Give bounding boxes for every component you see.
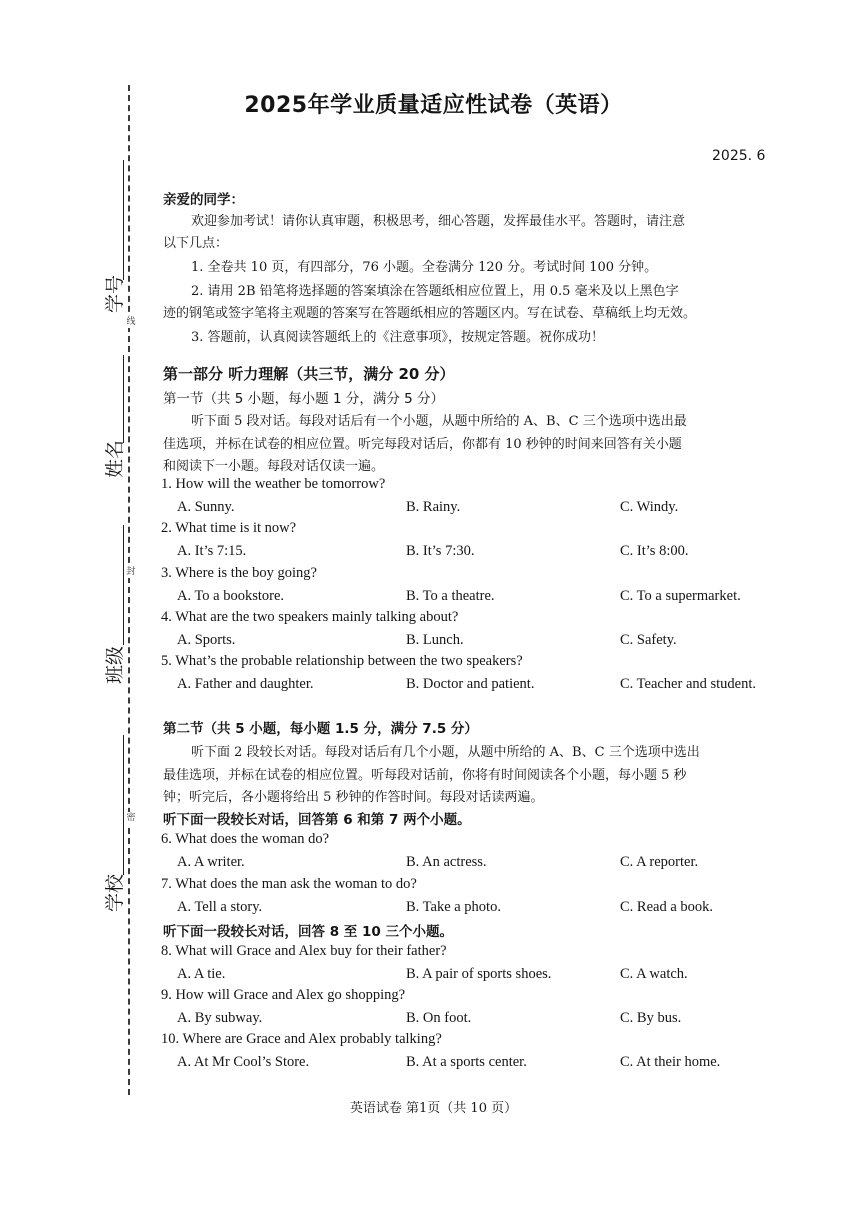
- option-a[interactable]: A. It’s 7:15.: [177, 543, 247, 559]
- question-10: 10. Where are Grace and Alex probably talking?: [161, 1031, 442, 1047]
- class-line: [123, 525, 124, 645]
- section2-instructions-2: 最佳选项，并标在试卷的相应位置。听每段对话前，你将有时间阅读各个小题，每小题 5 秒: [163, 768, 687, 783]
- option-a[interactable]: A. A tie.: [177, 966, 226, 982]
- intro-line-2: 以下几点：: [163, 236, 229, 251]
- question-3: 3. Where is the boy going?: [161, 565, 317, 581]
- option-c[interactable]: C. To a supermarket.: [620, 588, 741, 604]
- question-1-options: [177, 499, 777, 519]
- option-b[interactable]: B. At a sports center.: [406, 1054, 527, 1070]
- question-9-options: [177, 1010, 777, 1030]
- option-c[interactable]: C. Safety.: [620, 632, 677, 648]
- section2-instructions-3: 钟；听完后，各小题将给出 5 秒钟的作答时间。每段对话读两遍。: [163, 790, 544, 805]
- question-2-options: [177, 543, 777, 563]
- option-c[interactable]: C. A reporter.: [620, 854, 699, 870]
- section1-heading: 第一节（共 5 小题，每小题 1 分，满分 5 分）: [163, 391, 445, 407]
- option-b[interactable]: B. Lunch.: [406, 632, 464, 648]
- option-a[interactable]: A. At Mr Cool’s Store.: [177, 1054, 310, 1070]
- question-10-options: [177, 1054, 777, 1074]
- option-b[interactable]: B. To a theatre.: [406, 588, 495, 604]
- intro-item-2a: 2. 请用 2B 铅笔将选择题的答案填涂在答题纸相应位置上，用 0.5 毫米及以上黑色字: [191, 284, 679, 299]
- question-5-options: [177, 676, 777, 696]
- option-c[interactable]: C. A watch.: [620, 966, 688, 982]
- school-line: [123, 735, 124, 875]
- exam-title: 2025年学业质量适应性试卷（英语）: [244, 93, 623, 118]
- student-id-line: [123, 160, 124, 280]
- conversation-1-note: 听下面一段较长对话，回答第 6 和第 7 两个小题。: [163, 812, 471, 828]
- question-8: 8. What will Grace and Alex buy for their father?: [161, 943, 447, 959]
- question-4: 4. What are the two speakers mainly talking about?: [161, 609, 459, 625]
- option-b[interactable]: B. Rainy.: [406, 499, 461, 515]
- school-label: 学校: [104, 873, 126, 912]
- question-2: 2. What time is it now?: [161, 520, 297, 536]
- question-1: 1. How will the weather be tomorrow?: [161, 476, 386, 492]
- greeting: 亲爱的同学：: [163, 192, 244, 208]
- intro-line-1: 欢迎参加考试！请你认真审题，积极思考，细心答题，发挥最佳水平。答题时，请注意: [191, 214, 686, 229]
- name-label: 姓名: [104, 439, 126, 478]
- seal-mark-seal: 封: [124, 566, 138, 578]
- exam-date: 2025. 6: [712, 148, 766, 164]
- school-field[interactable]: [104, 735, 134, 930]
- section2-instructions-1: 听下面 2 段较长对话。每段对话后有几个小题，从题中所给的 A、B、C 三个选项中选出: [191, 745, 700, 760]
- intro-item-3: 3. 答题前，认真阅读答题纸上的《注意事项》，按规定答题。祝你成功！: [191, 330, 605, 345]
- name-line: [123, 355, 124, 443]
- option-c[interactable]: C. At their home.: [620, 1054, 721, 1070]
- section1-instructions-3: 和阅读下一小题。每段对话仅读一遍。: [163, 459, 385, 474]
- option-c[interactable]: C. Teacher and student.: [620, 676, 757, 692]
- question-7: 7. What does the man ask the woman to do?: [161, 876, 417, 892]
- option-b[interactable]: B. It’s 7:30.: [406, 543, 475, 559]
- option-c[interactable]: C. It’s 8:00.: [620, 543, 689, 559]
- option-b[interactable]: B. Take a photo.: [406, 899, 501, 915]
- question-5: 5. What’s the probable relationship between the two speakers?: [161, 653, 523, 669]
- question-3-options: [177, 588, 777, 608]
- name-field[interactable]: [104, 355, 134, 495]
- student-id-field[interactable]: [104, 160, 134, 335]
- question-4-options: [177, 632, 777, 652]
- section2-heading: 第二节（共 5 小题，每小题 1.5 分，满分 7.5 分）: [163, 721, 478, 737]
- option-c[interactable]: C. By bus.: [620, 1010, 682, 1026]
- student-id-label: 学号: [104, 274, 126, 313]
- option-a[interactable]: A. By subway.: [177, 1010, 263, 1026]
- page-footer: 英语试卷 第1页（共 10 页）: [349, 1101, 518, 1116]
- option-c[interactable]: C. Read a book.: [620, 899, 714, 915]
- intro-item-2b: 迹的钢笔或签字笔将主观题的答案写在答题纸相应的答题区内。写在试卷、草稿纸上均无效。: [163, 306, 697, 321]
- conversation-2-note: 听下面一段较长对话，回答 8 至 10 三个小题。: [163, 924, 453, 940]
- intro-item-1: 1. 全卷共 10 页，有四部分，76 小题。全卷满分 120 分。考试时间 100 分钟。: [191, 260, 658, 275]
- option-a[interactable]: A. Tell a story.: [177, 899, 263, 915]
- option-b[interactable]: B. Doctor and patient.: [406, 676, 535, 692]
- question-7-options: [177, 899, 777, 919]
- seal-mark-line: 线: [124, 316, 138, 328]
- question-8-options: [177, 966, 777, 986]
- option-c[interactable]: C. Windy.: [620, 499, 679, 515]
- option-a[interactable]: A. Father and daughter.: [177, 676, 314, 692]
- class-label: 班级: [104, 645, 126, 684]
- option-a[interactable]: A. To a bookstore.: [177, 588, 285, 604]
- option-b[interactable]: B. On foot.: [406, 1010, 472, 1026]
- question-9: 9. How will Grace and Alex go shopping?: [161, 987, 406, 1003]
- seal-mark-secret: 密: [124, 812, 138, 824]
- question-6: 6. What does the woman do?: [161, 831, 330, 847]
- option-b[interactable]: B. An actress.: [406, 854, 487, 870]
- class-field[interactable]: [104, 525, 134, 710]
- section1-instructions-2: 佳选项，并标在试卷的相应位置。听完每段对话后，你都有 10 秒钟的时间来回答有关小题: [163, 437, 682, 452]
- part1-heading: 第一部分 听力理解（共三节，满分 20 分）: [163, 365, 455, 383]
- option-a[interactable]: A. Sports.: [177, 632, 236, 648]
- option-b[interactable]: B. A pair of sports shoes.: [406, 966, 552, 982]
- question-6-options: [177, 854, 777, 874]
- option-a[interactable]: A. A writer.: [177, 854, 245, 870]
- section1-instructions-1: 听下面 5 段对话。每段对话后有一个小题，从题中所给的 A、B、C 三个选项中选出最: [191, 414, 687, 429]
- option-a[interactable]: A. Sunny.: [177, 499, 235, 515]
